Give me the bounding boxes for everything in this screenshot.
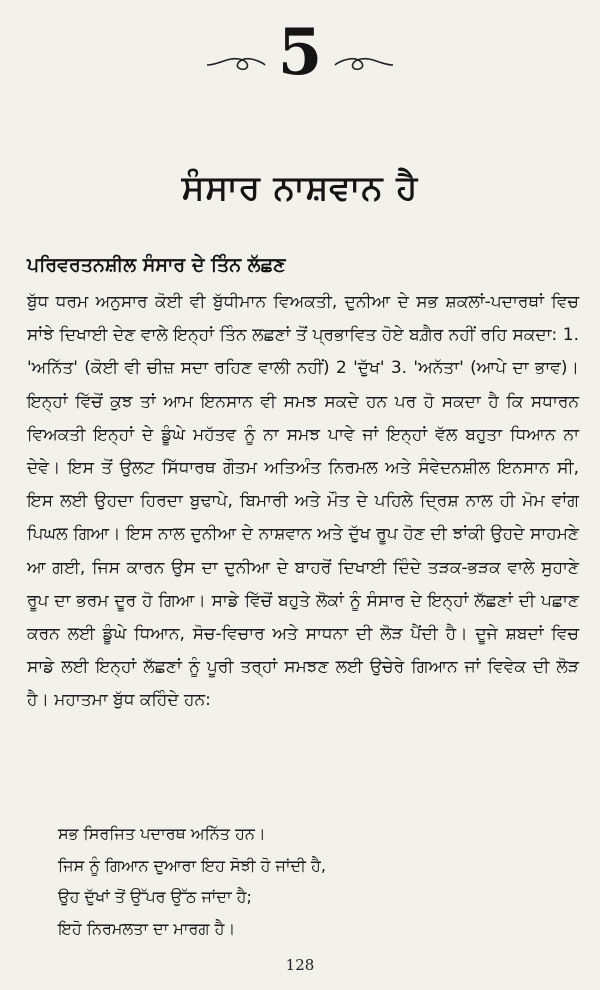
right-ornament-icon: [333, 51, 395, 73]
section-heading: ਪਰਿਵਰਤਨਸ਼ੀਲ ਸੰਸਾਰ ਦੇ ਤਿੰਨ ਲੱਛਣ: [27, 254, 286, 276]
verse-line: ਜਿਸ ਨੂੰ ਗਿਆਨ ਦੁਆਰਾ ਇਹ ਸੋਝੀ ਹੋ ਜਾਂਦੀ ਹੈ,: [58, 855, 326, 875]
chapter-number: 5: [277, 15, 323, 90]
verse-line: ਇਹੋ ਨਿਰਮਲਤਾ ਦਾ ਮਾਰਗ ਹੈ।: [58, 918, 236, 938]
verse-line: ਸਭ ਸਿਰਜਿਤ ਪਦਾਰਥ ਅਨਿੱਤ ਹਨ।: [58, 824, 266, 843]
page-number: 128: [285, 956, 315, 974]
chapter-title: ਸੰਸਾਰ ਨਾਸ਼ਵਾਨ ਹੈ: [181, 168, 419, 208]
verse-quote: [58, 818, 578, 944]
verse-line: ਉਹ ਦੁੱਖਾਂ ਤੋਂ ਉੱਪਰ ਉੱਠ ਜਾਂਦਾ ਹੈ;: [58, 887, 252, 906]
chapter-header: [0, 15, 600, 90]
left-ornament-icon: [205, 51, 267, 73]
body-paragraph: ਬੁੱਧ ਧਰਮ ਅਨੁਸਾਰ ਕੋਈ ਵੀ ਬੁੱਧੀਮਾਨ ਵਿਅਕਤੀ, ਦੁਨੀਆ ਦੇ ਸਭ ਸ਼ਕਲਾਂ-ਪਦਾਰਥਾਂ ਵਿਚ ਸਾਂਝੇ ਦਿਖਾਈ ਦੇਣ ਵਾਲੇ ਇਨ੍ਹਾਂ ਤਿੰਨ ਲਛਣਾਂ ਤੋਂ ਪ੍ਰਭਾਵਿਤ ਹੋਏ ਬਗ਼ੈਰ ਨਹੀਂ ਰਹਿ ਸਕਦਾ: 1. 'ਅਨਿੱਤ' (ਕੋਈ ਵੀ ਚੀਜ਼ ਸਦਾ ਰਹਿਣ ਵਾਲੀ ਨਹੀਂ) 2 'ਦੁੱਖ' 3. 'ਅਨੱਤਾ' (ਆਪੇ ਦਾ ਭਾਵ)। ਇਨ੍ਹਾਂ ਵਿੱਚੋਂ ਕੁਝ ਤਾਂ ਆਮ ਇਨਸਾਨ ਵੀ ਸਮਝ ਸਕਦੇ ਹਨ ਪਰ ਹੋ ਸਕਦਾ ਹੈ ਕਿ ਸਧਾਰਨ ਵਿਅਕਤੀ ਇਨ੍ਹਾਂ ਦੇ ਡੂੰਘੇ ਮਹੱਤਵ ਨੂੰ ਨਾ ਸਮਝ ਪਾਵੇ ਜਾਂ ਇਨ੍ਹਾਂ ਵੱਲ ਬਹੁਤਾ ਧਿਆਨ ਨਾ ਦੇਵੇ। ਇਸ ਤੋਂ ਉਲਟ ਸਿੱਧਾਰਥ ਗੌਤਮ ਅਤਿਅੰਤ ਨਿਰਮਲ ਅਤੇ ਸੰਵੇਦਨਸ਼ੀਲ ਇਨਸਾਨ ਸੀ, ਇਸ ਲਈ ਉਹਦਾ ਹਿਰਦਾ ਬੁਢਾਪੇ, ਬਿਮਾਰੀ ਅਤੇ ਮੌਤ ਦੇ ਪਹਿਲੇ ਦ੍ਰਿਸ਼ ਨਾਲ ਹੀ ਮੋਮ ਵਾਂਗ ਪਿਘਲ ਗਿਆ। ਇਸ ਨਾਲ ਦੁਨੀਆ ਦੇ ਨਾਸ਼ਵਾਨ ਅਤੇ ਦੁੱਖ ਰੂਪ ਹੋਣ ਦੀ ਝਾਂਕੀ ਉਹਦੇ ਸਾਹਮਣੇ ਆ ਗਈ, ਜਿਸ ਕਾਰਨ ਉਸ ਦਾ ਦੁਨੀਆ ਦੇ ਬਾਹਰੋਂ ਦਿਖਾਈ ਦਿੰਦੇ ਤੜਕ-ਭੜਕ ਵਾਲੇ ਸੁਹਾਣੇ ਰੂਪ ਦਾ ਭਰਮ ਦੂਰ ਹੋ ਗਿਆ। ਸਾਡੇ ਵਿੱਚੋਂ ਬਹੁਤੇ ਲੋਕਾਂ ਨੂੰ ਸੰਸਾਰ ਦੇ ਇਨ੍ਹਾਂ ਲੱਛਣਾਂ ਦੀ ਪਛਾਣ ਕਰਨ ਲਈ ਡੂੰਘੇ ਧਿਆਨ, ਸੋਚ-ਵਿਚਾਰ ਅਤੇ ਸਾਧਨਾ ਦੀ ਲੋੜ ਪੈਂਦੀ ਹੈ। ਦੂਜੇ ਸ਼ਬਦਾਂ ਵਿਚ ਸਾਡੇ ਲਈ ਇਨ੍ਹਾਂ ਲੱਛਣਾਂ ਨੂੰ ਪੂਰੀ ਤਰ੍ਹਾਂ ਸਮਝਣ ਲਈ ਉਚੇਰੇ ਗਿਆਨ ਜਾਂ ਵਿਵੇਕ ਦੀ ਲੋੜ ਹੈ। ਮਹਾਤਮਾ ਬੁੱਧ ਕਹਿੰਦੇ ਹਨ:: [27, 292, 579, 711]
